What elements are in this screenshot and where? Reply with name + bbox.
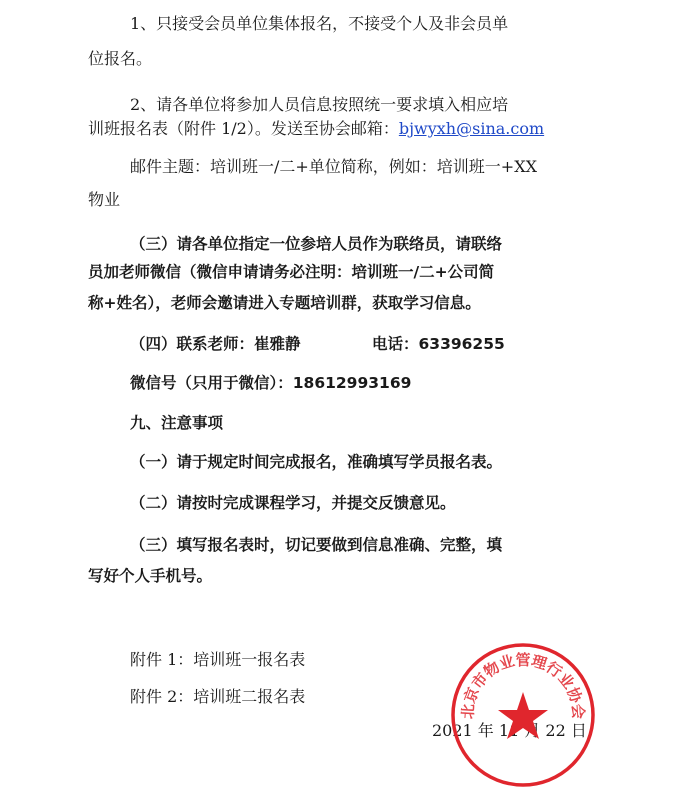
note-2-line-2: [88, 119, 544, 139]
contact-wechat: 微信号（只用于微信）：18612993169: [130, 374, 412, 392]
note-1-line-2: 位报名。: [88, 49, 153, 68]
contact-phone: 电话：63396255: [372, 335, 505, 353]
note-3-line-2: 物业: [88, 190, 121, 209]
note-4-line-1: （三）请各单位指定一位参培人员作为联络员，请联络: [130, 235, 503, 253]
seal-star-icon: [498, 692, 548, 739]
email-link[interactable]: bjwyxh@sina.com: [398, 119, 545, 138]
attachment-2: 附件 2：培训班二报名表: [130, 687, 306, 706]
note-4-line-3: 称+姓名），老师会邀请进入专题培训群，获取学习信息。: [88, 294, 481, 312]
note-2-line-1: 2、请各单位将参加人员信息按照统一要求填入相应培: [130, 95, 509, 114]
section-9-item-2: （二）请按时完成课程学习，并提交反馈意见。: [130, 494, 456, 512]
attachment-1: 附件 1：培训班一报名表: [130, 650, 306, 669]
section-9-heading: 九、注意事项: [130, 414, 224, 432]
note-1-line-1: 1、只接受会员单位集体报名，不接受个人及非会员单: [130, 14, 509, 33]
note-4-line-2: 员加老师微信（微信申请请务必注明：培训班一/二+公司简: [88, 263, 495, 281]
note-3-line-1: 邮件主题：培训班一/二+单位简称，例如：培训班一+XX: [130, 157, 537, 176]
contact-teacher: （四）联系老师：崔雅静: [130, 335, 301, 353]
section-9-item-3-line-1: （三）填写报名表时，切记要做到信息准确、完整，填: [130, 536, 503, 554]
note-2-text: 训班报名表（附件 1/2）。发送至协会邮箱：: [88, 119, 399, 138]
section-9-item-1: （一）请于规定时间完成报名，准确填写学员报名表。: [130, 453, 503, 471]
section-9-item-3-line-2: 写好个人手机号。: [88, 567, 213, 585]
official-seal: [448, 640, 598, 790]
issue-date: 2021 年 11 月 22 日: [432, 721, 587, 740]
seal-text-path: 北京市物业管理行业协会: [458, 650, 588, 720]
